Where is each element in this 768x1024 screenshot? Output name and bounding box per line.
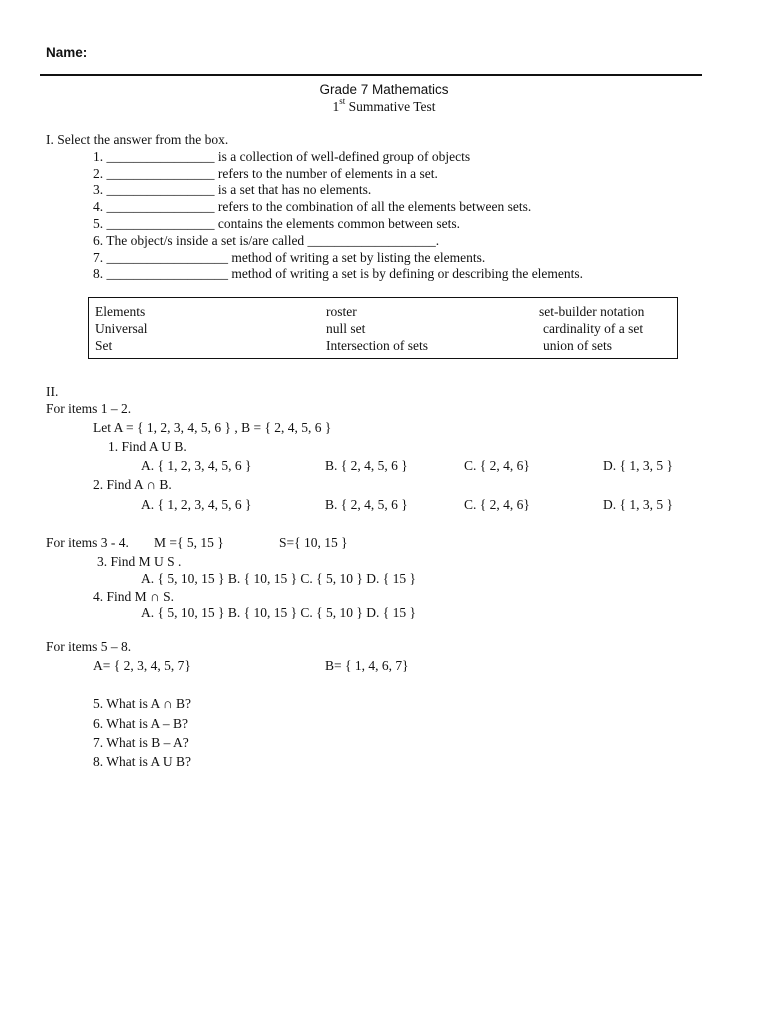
part1-instruction: I. Select the answer from the box. [46,132,229,147]
group3-set-b: B= { 1, 4, 6, 7} [325,658,409,673]
box-cell-intersection: Intersection of sets [326,338,428,353]
question-3: 3. Find M U S . [97,554,182,569]
test-title: Grade 7 Mathematics [319,82,449,97]
part1-item-5: 5. ________________ contains the elements common between sets. [93,216,461,231]
q2-choice-c: C. { 2, 4, 6} [464,497,530,512]
box-cell-roster: roster [326,304,357,319]
q2-choice-b: B. { 2, 4, 5, 6 } [325,497,408,512]
question-6: 6. What is A – B? [93,716,189,731]
question-5: 5. What is A ∩ B? [93,696,192,711]
subtitle-ordinal: st [339,96,346,106]
test-subtitle [0,98,768,115]
q1-choice-b: B. { 2, 4, 5, 6 } [325,458,408,473]
q2-choice-a: A. { 1, 2, 3, 4, 5, 6 } [141,497,252,512]
q1-choice-a: A. { 1, 2, 3, 4, 5, 6 } [141,458,252,473]
part1-item-2: 2. ________________ refers to the number of elements in a set. [93,166,438,181]
part1-item-1: 1. ________________ is a collection of well-defined group of objects [93,149,471,164]
box-cell-set: Set [95,338,113,353]
question-8: 8. What is A U B? [93,754,192,769]
group1-given: Let A = { 1, 2, 3, 4, 5, 6 } , B = { 2, 4, 5, 6 } [93,420,332,435]
box-cell-null-set: null set [326,321,366,336]
q1-choice-c: C. { 2, 4, 6} [464,458,530,473]
group1-heading: For items 1 – 2. [46,401,132,416]
group3-heading: For items 5 – 8. [46,639,132,654]
question-1: 1. Find A U B. [108,439,187,454]
question-2: 2. Find A ∩ B. [93,477,172,492]
box-cell-universal: Universal [95,321,148,336]
q4-choices: A. { 5, 10, 15 } B. { 10, 15 } C. { 5, 10 } D. { 15 } [141,605,416,620]
q3-choices: A. { 5, 10, 15 } B. { 10, 15 } C. { 5, 10 } D. { 15 } [141,571,416,586]
part1-item-4: 4. ________________ refers to the combination of all the elements between sets. [93,199,532,214]
part1-item-6: 6. The object/s inside a set is/are called ___________________. [93,233,440,248]
part1-item-8: 8. __________________ method of writing a set is by defining or describing the elements. [93,266,584,281]
group2-heading: For items 3 - 4. [46,535,129,550]
box-cell-union: union of sets [543,338,612,353]
subtitle-text: Summative Test [345,99,436,114]
group2-set-s: S={ 10, 15 } [279,535,348,550]
header-rule [40,74,702,76]
box-cell-set-builder: set-builder notation [539,304,645,319]
group2-set-m: M ={ 5, 15 } [154,535,224,550]
part1-item-3: 3. ________________ is a set that has no elements. [93,182,372,197]
box-cell-elements: Elements [95,304,146,319]
box-cell-cardinality: cardinality of a set [543,321,644,336]
answer-box [88,297,678,359]
part2-label: II. [46,384,59,399]
question-7: 7. What is B – A? [93,735,189,750]
question-4: 4. Find M ∩ S. [93,589,175,604]
q1-choice-d: D. { 1, 3, 5 } [603,458,673,473]
subtitle-number: 1 [332,99,340,114]
name-label: Name: [46,45,88,60]
group3-set-a: A= { 2, 3, 4, 5, 7} [93,658,191,673]
part1-item-7: 7. __________________ method of writing a set by listing the elements. [93,250,486,265]
q2-choice-d: D. { 1, 3, 5 } [603,497,673,512]
